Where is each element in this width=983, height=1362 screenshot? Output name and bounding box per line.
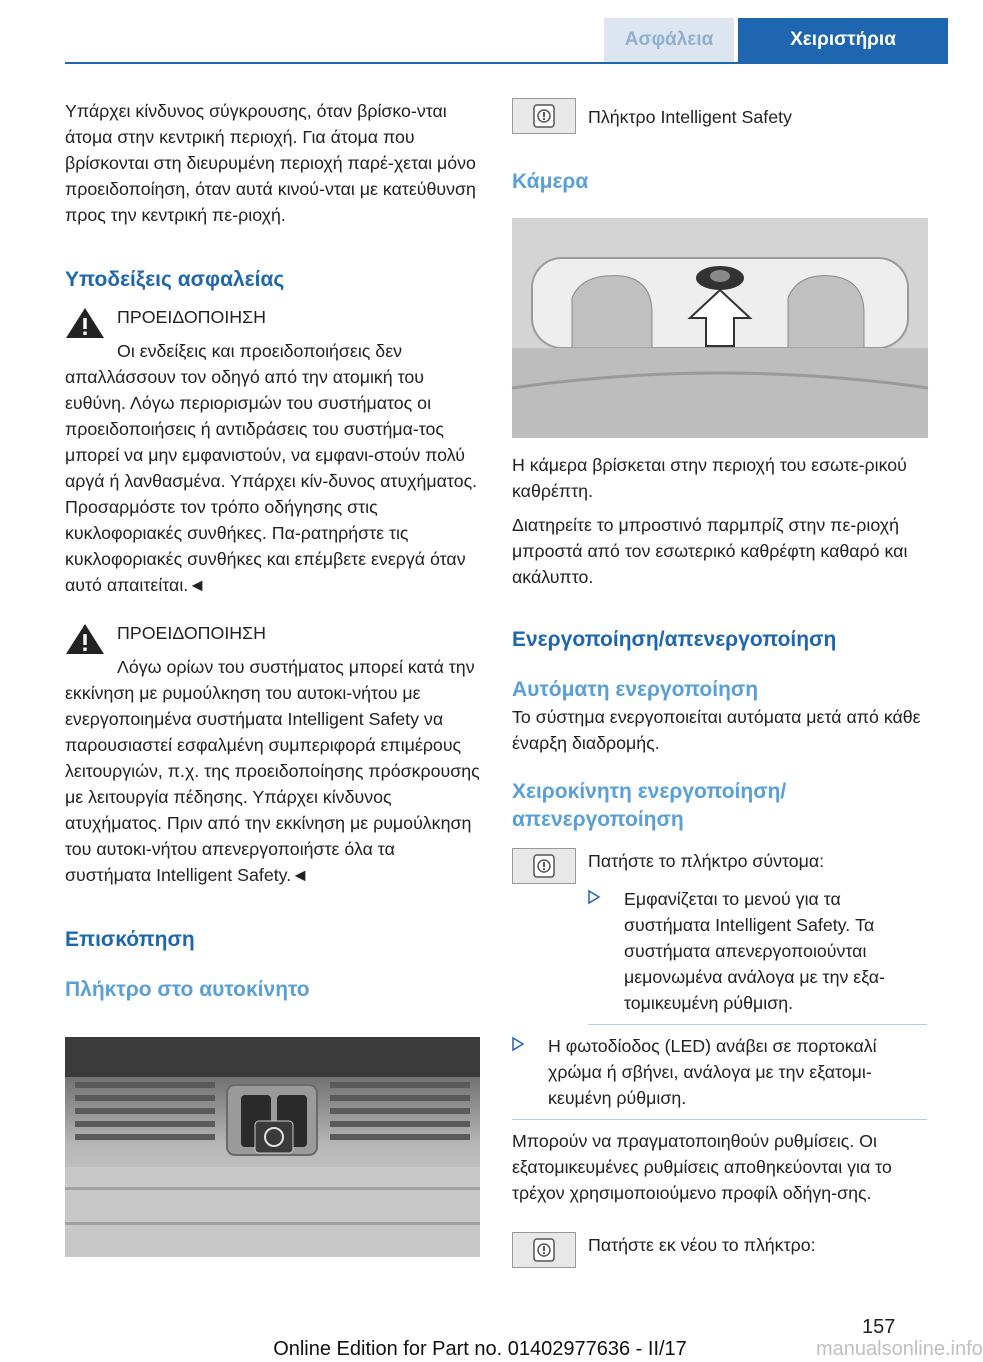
intelligent-safety-button-icon <box>512 98 576 134</box>
camera-heading: Κάμερα <box>512 170 589 193</box>
camera-text-1: Η κάμερα βρίσκεται στην περιοχή του εσωτε-ρικού καθρέπτη. <box>512 455 907 501</box>
warning-title: ΠΡΟΕΙΔΟΠΟΙΗΣΗ <box>117 623 266 643</box>
warning-icon <box>65 622 105 656</box>
warning-icon <box>65 306 105 340</box>
auto-activation-text: Το σύστημα ενεργοποιείται αυτόματα μετά από κάθε έναρξη διαδρομής. <box>512 707 921 753</box>
warning-block-1 <box>65 304 480 330</box>
bullet-arrow-icon <box>512 1037 524 1051</box>
watermark: manualsonline.info <box>816 1338 983 1360</box>
press-short-row <box>512 848 927 1025</box>
dashboard-photo <box>65 1037 480 1257</box>
camera-photo <box>512 218 928 438</box>
intro-paragraph: Υπάρχει κίνδυνος σύγκρουσης, όταν βρίσκο-νται άτομα στην κεντρική περιοχή. Για άτομα που βρίσκονται στη διευρυμένη περιοχή παρέ-χεται μόνο προειδοποίηση, όταν αυτά κινού-νται με κατεύθυνση προς την κεντρική πε-ριοχή. <box>65 101 476 225</box>
button-in-car-heading: Πλήκτρο στο αυτοκίνητο <box>65 978 310 1001</box>
activation-heading: Ενεργοποίηση/απενεργοποίηση <box>512 628 837 651</box>
button-caption-row <box>512 98 927 138</box>
camera-text-2: Διατηρείτε το μπροστινό παρμπρίζ στην πε-ριοχή μπροστά από τον εσωτερικό καθρέφτη καθαρό και ακάλυπτο. <box>512 515 908 587</box>
warning-title: ΠΡΟΕΙΔΟΠΟΙΗΣΗ <box>117 307 266 327</box>
bullet-text-2: Η φωτοδίοδος (LED) ανάβει σε πορτοκαλί χρώμα ή σβήνει, ανάλογα με την εξατομι-κευμένη ρύθμιση. <box>548 1036 877 1108</box>
warning-text-1: Οι ενδείξεις και προειδοποιήσεις δεν απαλλάσσουν τον οδηγό από την ατομική του ευθύνη. Λόγω περιορισμών του συστήματος οι προειδοποιήσεις ή αντιδράσεις του συστήμα-τος μπορεί να μην εμφανιστούν, να εμφανι-στούν πολύ αργά ή λανθασμένα. Υπάρχει κίν-δυνος ατυχήματος. Προσαρμόστε τον τρόπο οδήγησης στις κυκλοφοριακές συνθήκες. Πα-ρατηρήστε τις κυκλοφοριακές συνθήκες και επέμβετε ενεργά όταν αυτό απαιτείται.◄ <box>65 341 478 595</box>
manual-heading-line-2: απενεργοποίηση <box>512 808 684 831</box>
safety-heading: Υποδείξεις ασφαλείας <box>65 268 285 291</box>
right-column <box>512 98 927 196</box>
left-column <box>65 98 480 1004</box>
warning-text-2: Λόγω ορίων του συστήματος μπορεί κατά την εκκίνηση με ρυμούλκηση του αυτοκι-νήτου με ενεργοποιημένα συστήματα Intelligent Safety να παρουσιαστεί εσφαλμένη συμπεριφορά επιμέρους λειτουργιών, π.χ. της προειδοποίησης πρόσκρουσης με λειτουργία πέδησης. Υπάρχει κίνδυνος ατυχήματος. Πριν από την εκκίνηση με ρυμούλκηση του αυτοκι-νήτου απενεργοποιήστε όλα τα συστήματα Intelligent Safety.◄ <box>65 657 480 885</box>
settings-text: Μπορούν να πραγματοποιηθούν ρυθμίσεις. Οι εξατομικευμένες ρυθμίσεις αποθηκεύονται για το τρέχον χρησιμοποιούμενο προφίλ οδήγη-σης. <box>512 1131 892 1203</box>
auto-activation-heading: Αυτόματη ενεργοποίηση <box>512 678 759 701</box>
bullet-arrow-icon <box>588 890 600 904</box>
manual-activation-heading <box>512 778 927 834</box>
bullet-text-1: Εμφανίζεται το μενού για τα συστήματα Intelligent Safety. Τα συστήματα απενεργοποιούνται μεμονωμένα ανάλογα με την εξα-τομικευμένη ρύθμιση. <box>624 889 885 1013</box>
press-again-text: Πατήστε εκ νέου το πλήκτρο: <box>588 1235 816 1255</box>
right-column-lower <box>512 452 927 1258</box>
page-number: 157 <box>862 1316 896 1338</box>
overview-heading: Επισκόπηση <box>65 928 195 951</box>
warning-block-2 <box>65 620 480 646</box>
press-again-row <box>512 1232 927 1258</box>
edition-footer: Online Edition for Part no. 01402977636 - II/17 <box>273 1338 687 1360</box>
list-item <box>512 1025 927 1120</box>
tab-operation: Χειριστήρια <box>738 18 948 62</box>
manual-heading-line-1: Χειροκίνητη ενεργοποίηση/ <box>512 780 787 803</box>
button-caption: Πλήκτρο Intelligent Safety <box>588 107 792 127</box>
tab-safety: Ασφάλεια <box>604 18 734 62</box>
press-short-text: Πατήστε το πλήκτρο σύντομα: <box>588 851 825 871</box>
header-divider <box>65 62 948 64</box>
intelligent-safety-button-icon <box>512 1232 576 1268</box>
intelligent-safety-button-icon <box>512 848 576 884</box>
list-item <box>588 878 927 1025</box>
